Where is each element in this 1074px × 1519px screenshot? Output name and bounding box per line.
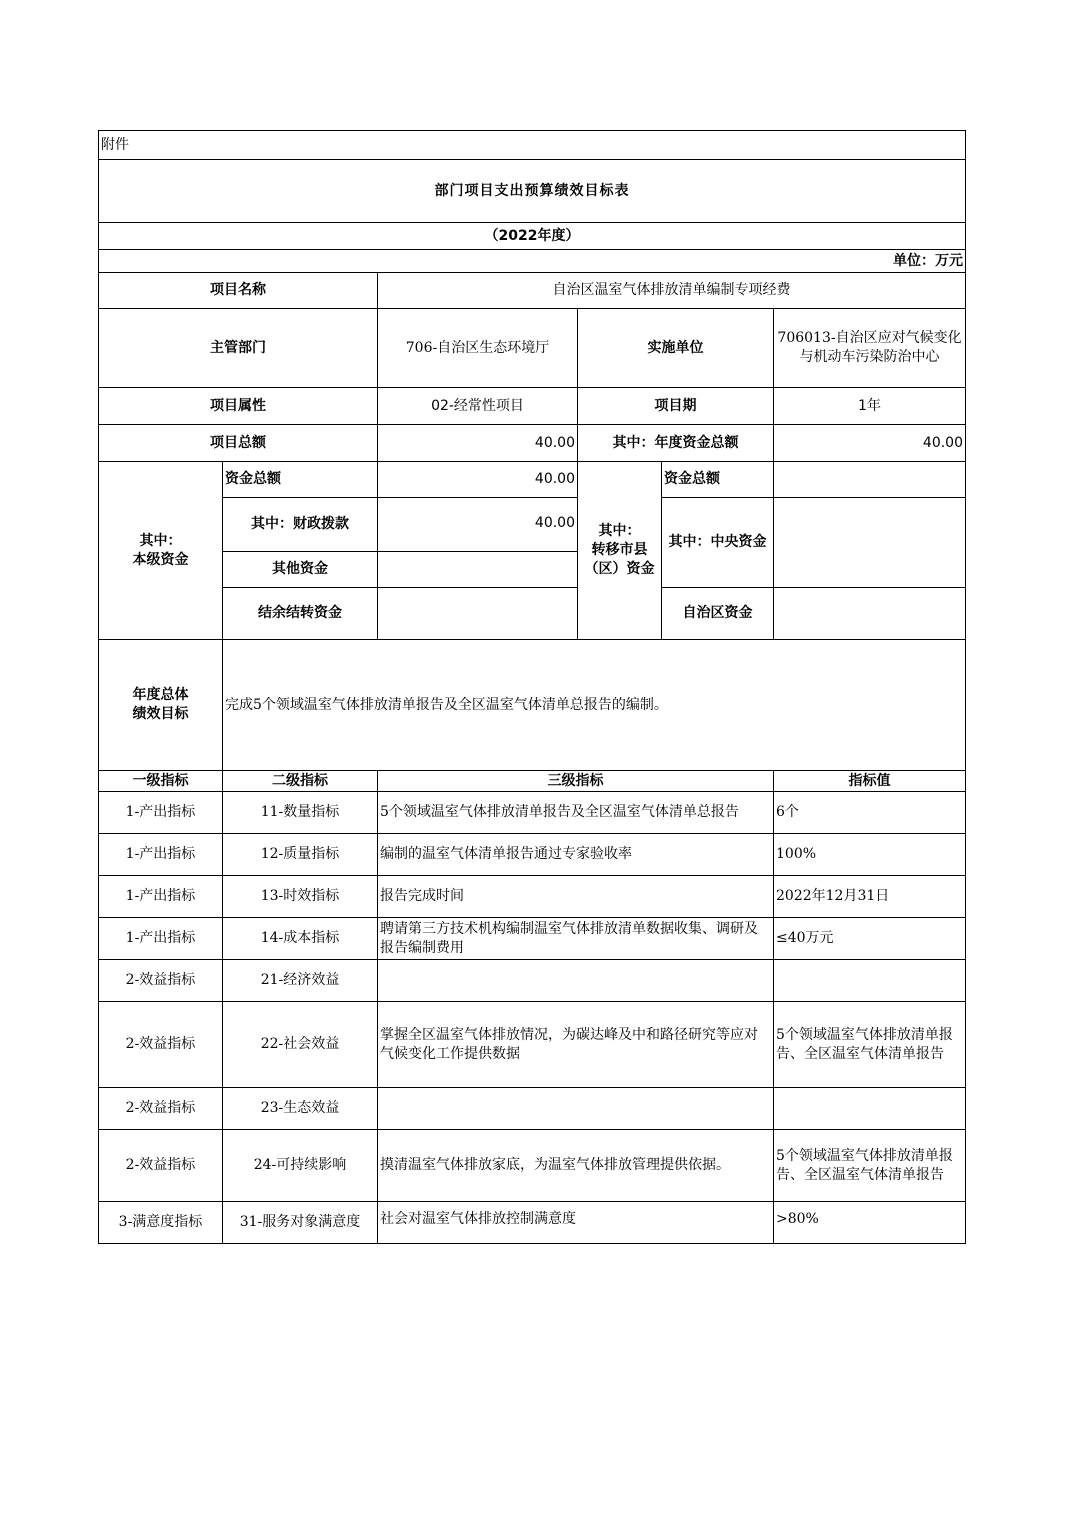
indicator-value: 100% <box>774 834 966 876</box>
page-title: 部门项目支出预算绩效目标表 <box>99 160 966 223</box>
indicator-l2: 21-经济效益 <box>223 960 378 1002</box>
indicator-value: 5个领域温室气体排放清单报告、全区温室气体清单报告 <box>774 1002 966 1088</box>
indicator-header-l2: 二级指标 <box>223 771 378 792</box>
indicator-l3 <box>378 960 774 1002</box>
indicator-l3: 5个领域温室气体排放清单报告及全区温室气体清单总报告 <box>378 792 774 834</box>
executor-label: 实施单位 <box>578 309 774 388</box>
indicator-value: 6个 <box>774 792 966 834</box>
indicator-value: >80% <box>774 1202 966 1244</box>
executor-value: 706013-自治区应对气候变化与机动车污染防治中心 <box>774 309 966 388</box>
fund-total-label: 资金总额 <box>223 462 378 498</box>
attachment-label: 附件 <box>99 131 966 160</box>
indicator-l1: 2-效益指标 <box>99 1088 223 1130</box>
indicator-l1: 2-效益指标 <box>99 1002 223 1088</box>
year-label: （2022年度） <box>99 223 966 250</box>
central-value <box>774 498 966 588</box>
project-name-label: 项目名称 <box>99 273 378 309</box>
indicator-value: 2022年12月31日 <box>774 876 966 918</box>
indicator-l1: 2-效益指标 <box>99 960 223 1002</box>
transfer-total-label: 资金总额 <box>662 462 774 498</box>
attribute-value: 02-经常性项目 <box>378 388 578 425</box>
transfer-funds-label: 其中： 转移市县（区）资金 <box>578 462 662 640</box>
indicator-l2: 14-成本指标 <box>223 918 378 960</box>
indicator-l2: 11-数量指标 <box>223 792 378 834</box>
table-row <box>99 876 966 918</box>
project-name-value: 自治区温室气体排放清单编制专项经费 <box>378 273 966 309</box>
indicator-l2: 23-生态效益 <box>223 1088 378 1130</box>
indicator-value: 5个领域温室气体排放清单报告、全区温室气体清单报告 <box>774 1130 966 1202</box>
table-row <box>99 1002 966 1088</box>
indicator-l2: 24-可持续影响 <box>223 1130 378 1202</box>
table-row <box>99 1088 966 1130</box>
indicator-l3: 编制的温室气体清单报告通过专家验收率 <box>378 834 774 876</box>
period-value: 1年 <box>774 388 966 425</box>
indicator-l3 <box>378 1088 774 1130</box>
indicator-l1: 1-产出指标 <box>99 834 223 876</box>
indicator-l1: 1-产出指标 <box>99 792 223 834</box>
central-label: 其中：中央资金 <box>662 498 774 588</box>
annual-total-value: 40.00 <box>774 425 966 462</box>
table-row <box>99 834 966 876</box>
local-funds-label: 其中： 本级资金 <box>99 462 223 640</box>
transfer-total-value <box>774 462 966 498</box>
attribute-label: 项目属性 <box>99 388 378 425</box>
indicator-l1: 1-产出指标 <box>99 876 223 918</box>
indicator-value <box>774 1088 966 1130</box>
annual-total-label: 其中：年度资金总额 <box>578 425 774 462</box>
indicator-l3: 聘请第三方技术机构编制温室气体排放清单数据收集、调研及报告编制费用 <box>378 918 774 960</box>
fiscal-value: 40.00 <box>378 498 578 552</box>
indicator-l3: 摸清温室气体排放家底，为温室气体排放管理提供依据。 <box>378 1130 774 1202</box>
indicator-l3: 报告完成时间 <box>378 876 774 918</box>
annual-goal-label: 年度总体 绩效目标 <box>99 640 223 771</box>
indicator-value: ≤40万元 <box>774 918 966 960</box>
department-value: 706-自治区生态环境厅 <box>378 309 578 388</box>
period-label: 项目期 <box>578 388 774 425</box>
annual-goal-value: 完成5个领域温室气体排放清单报告及全区温室气体清单总报告的编制。 <box>223 640 966 771</box>
indicator-l1: 2-效益指标 <box>99 1130 223 1202</box>
indicator-header-l1: 一级指标 <box>99 771 223 792</box>
table-row <box>99 1202 966 1244</box>
indicator-l1: 1-产出指标 <box>99 918 223 960</box>
region-label: 自治区资金 <box>662 588 774 640</box>
department-label: 主管部门 <box>99 309 378 388</box>
total-amount-label: 项目总额 <box>99 425 378 462</box>
fiscal-label: 其中：财政拨款 <box>223 498 378 552</box>
indicator-l2: 31-服务对象满意度 <box>223 1202 378 1244</box>
carryover-label: 结余结转资金 <box>223 588 378 640</box>
table-row <box>99 792 966 834</box>
indicator-header-l3: 三级指标 <box>378 771 774 792</box>
indicator-l3: 掌握全区温室气体排放情况，为碳达峰及中和路径研究等应对气候变化工作提供数据 <box>378 1002 774 1088</box>
indicator-l2: 13-时效指标 <box>223 876 378 918</box>
other-label: 其他资金 <box>223 552 378 588</box>
carryover-value <box>378 588 578 640</box>
table-row <box>99 960 966 1002</box>
indicator-l1: 3-满意度指标 <box>99 1202 223 1244</box>
total-amount-value: 40.00 <box>378 425 578 462</box>
indicator-header-value: 指标值 <box>774 771 966 792</box>
other-value <box>378 552 578 588</box>
unit-label: 单位：万元 <box>99 250 966 273</box>
indicator-l2: 22-社会效益 <box>223 1002 378 1088</box>
fund-total-value: 40.00 <box>378 462 578 498</box>
indicator-value <box>774 960 966 1002</box>
region-value <box>774 588 966 640</box>
performance-target-table <box>98 130 966 1244</box>
indicator-l3: 社会对温室气体排放控制满意度 <box>378 1202 774 1244</box>
indicator-l2: 12-质量指标 <box>223 834 378 876</box>
table-row <box>99 1130 966 1202</box>
table-row <box>99 918 966 960</box>
